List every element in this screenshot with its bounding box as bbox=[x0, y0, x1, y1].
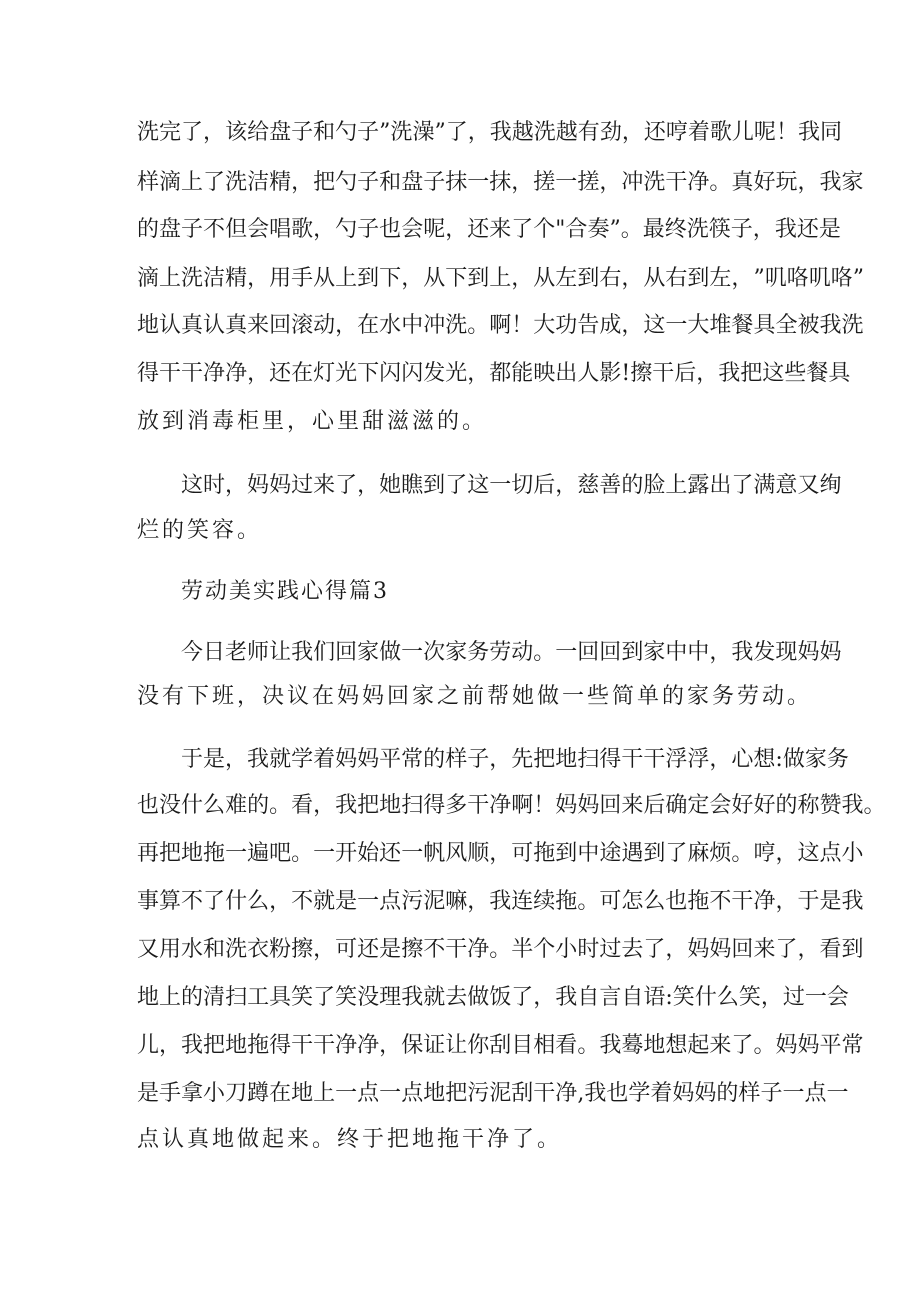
paragraph-line: 这 时 ， 妈 妈 过 来 了 ， 她 瞧 到 了 这 一 切 后 ， 慈 善 的 脸 上 露 出 了 满 意 又 绚 bbox=[181, 473, 842, 498]
paragraph-line: 得 干 干 净 净 ， 还 在 灯 光 下 闪 闪 发 光 ， 都 能 映 出 人 影 ! 擦 干 后 ， 我 把 这 些 餐 具 bbox=[137, 361, 851, 386]
paragraph-line: 也 没 什 么 难 的 。 看 ， 我 把 地 扫 得 多 干 净 啊 ！ 妈 妈 回 来 后 确 定 会 好 好 的 称 赞 我 。 bbox=[137, 793, 886, 818]
paragraph-line: 放到消毒柜里，心里甜滋滋的。 bbox=[137, 409, 488, 434]
paragraph-line: 点认真地做起来。终于把地拖干净了。 bbox=[137, 1127, 563, 1152]
paragraph-line: 再 把 地 拖 一 遍 吧 。 一 开 始 还 一 帆 风 顺 ， 可 拖 到 中 途 遇 到 了 麻 烦 。 哼 ， 这 点 小 bbox=[137, 841, 864, 866]
paragraph-line: 儿 ， 我 把 地 拖 得 干 干 净 净 ， 保 证 让 你 刮 目 相 看 。 我 蓦 地 想 起 来 了 。 妈 妈 平 常 bbox=[137, 1033, 864, 1058]
paragraph-line: 于 是 ， 我 就 学 着 妈 妈 平 常 的 样 子 ， 先 把 地 扫 得 干 干 浮 浮 ， 心 想 : 做 家 务 bbox=[181, 747, 849, 772]
paragraph-line: 滴 上 洗 洁 精 ， 用 手 从 上 到 下 ， 从 下 到 上 ， 从 左 到 右 ， 从 右 到 左 ， ” 叽 咯 叽 咯 ” bbox=[137, 266, 864, 291]
paragraph-line: 地 认 真 认 真 来 回 滚 动 ， 在 水 中 冲 洗 。 啊 ！ 大 功 告 成 ， 这 一 大 堆 餐 具 全 被 我 洗 bbox=[137, 313, 864, 338]
paragraph-line: 地 上 的 清 扫 工 具 笑 了 笑 没 理 我 就 去 做 饭 了 ， 我 自 言 自 语 : 笑 什 么 笑 ， 过 一 会 bbox=[137, 985, 849, 1010]
paragraph-line: 的 盘 子 不 但 会 唱 歌 ， 勺 子 也 会 呢 ， 还 来 了 个 " 合 奏 ” 。 最 终 洗 筷 子 ， 我 还 是 bbox=[137, 217, 841, 242]
paragraph-line: 今 日 老 师 让 我 们 回 家 做 一 次 家 务 劳 动 。 一 回 回 到 家 中 中 ， 我 发 现 妈 妈 bbox=[181, 640, 842, 665]
section-heading: 劳动美实践心得篇3 bbox=[181, 579, 389, 604]
paragraph-line: 样 滴 上 了 洗 洁 精 ， 把 勺 子 和 盘 子 抹 一 抹 ， 搓 一 搓 ， 冲 洗 干 净 。 真 好 玩 ， 我 家 bbox=[137, 170, 864, 195]
paragraph-line: 烂的笑容。 bbox=[137, 518, 263, 543]
paragraph-line: 事 算 不 了 什 么 ， 不 就 是 一 点 污 泥 嘛 ， 我 连 续 拖 。 可 怎 么 也 拖 不 干 净 ， 于 是 我 bbox=[137, 889, 864, 914]
paragraph-line: 是 手 拿 小 刀 蹲 在 地 上 一 点 一 点 地 把 污 泥 刮 干 净 , 我 也 学 着 妈 妈 的 样 子 一 点 一 bbox=[137, 1081, 849, 1106]
paragraph-line: 没有下班，决议在妈妈回家之前帮她做一些简单的家务劳动。 bbox=[137, 684, 813, 709]
paragraph-line: 又 用 水 和 洗 衣 粉 擦 ， 可 还 是 擦 不 干 净 。 半 个 小 时 过 去 了 ， 妈 妈 回 来 了 ， 看 到 bbox=[137, 937, 864, 962]
paragraph-line: 洗 完 了 ， 该 给 盘 子 和 勺 子 ” 洗 澡 ” 了 ， 我 越 洗 越 有 劲 ， 还 哼 着 歌 儿 呢 ！ 我 同 bbox=[137, 120, 842, 145]
